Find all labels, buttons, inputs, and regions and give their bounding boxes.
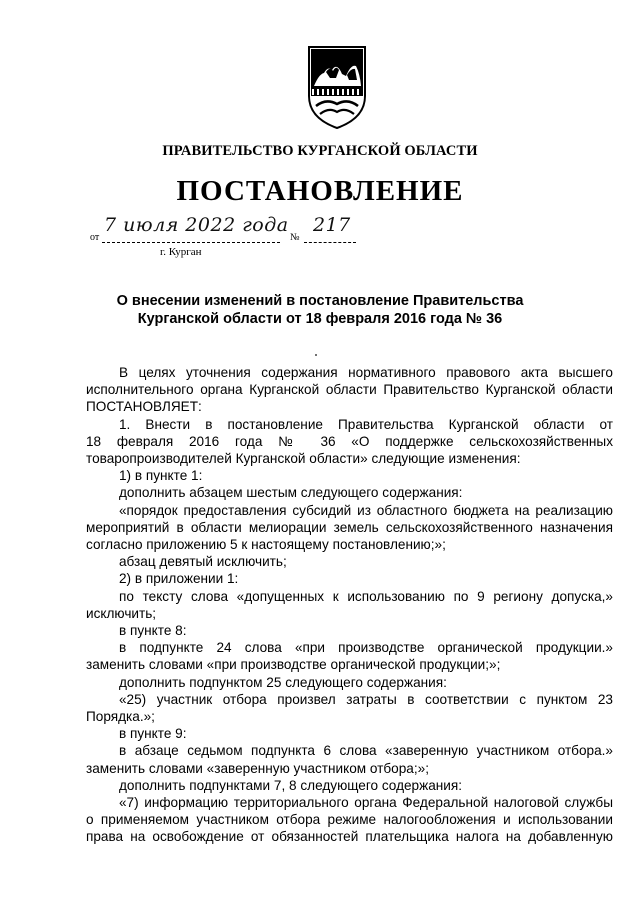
body-line: в пункте 9:: [119, 726, 187, 742]
handwritten-date: 7 июля 2022 года: [104, 214, 289, 236]
body-line: ПОСТАНОВЛЯЕТ:: [86, 399, 202, 415]
date-prefix: от: [90, 232, 100, 243]
body-line: абзац девятый исключить;: [119, 554, 287, 570]
body-line: исключить;: [86, 605, 157, 621]
body-line: заменить словами «заверенную участником отбора;»;: [86, 760, 429, 776]
body-line: права на освобождение от обязанностей плательщика налога на добавленную: [86, 829, 613, 845]
document-body: [86, 364, 613, 846]
body-line: мероприятий в области мелиорации земель сельскохозяйственного назначения: [86, 519, 613, 535]
body-line: заменить словами «при производстве органической продукции;»;: [86, 657, 501, 673]
body-line: В целях уточнения содержания нормативного правового акта высшего: [119, 365, 613, 380]
body-line: 2) в приложении 1:: [119, 571, 239, 587]
body-line: исполнительного органа Курганской области Правительство Курганской области: [86, 382, 613, 398]
body-line: по тексту слова «допущенных к использованию по 9 региону допуска,»: [119, 588, 613, 604]
number-underline: [304, 242, 356, 243]
body-line: дополнить подпунктом 25 следующего содержания:: [119, 674, 447, 690]
city-label: г. Курган: [160, 246, 202, 258]
body-line: согласно приложению 5 к настоящему постановлению;»;: [86, 537, 446, 553]
number-prefix: №: [290, 232, 300, 243]
body-line: в пункте 8:: [119, 623, 187, 639]
body-line: в подпункте 24 слова «при производстве органической продукции.»: [119, 640, 613, 656]
document-type-title: ПОСТАНОВЛЕНИЕ: [176, 175, 464, 207]
body-line: Порядка.»;: [86, 709, 155, 725]
body-line: товаропроизводителей Курганской области» следующие изменения:: [86, 451, 521, 467]
body-line: «25) участник отбора произвел затраты в соответствии с пунктом 23: [119, 691, 613, 707]
heading-line: Курганской области от 18 февраля 2016 года № 36: [137, 311, 503, 327]
body-line: о применяемом участником отбора режиме налогообложения и использовании: [86, 812, 613, 828]
document-heading: [80, 292, 560, 328]
body-line: в абзаце седьмом подпункта 6 слова «заверенную участником отбора.»: [119, 743, 613, 759]
body-line: дополнить подпунктами 7, 8 следующего содержания:: [119, 777, 463, 793]
body-line: 1) в пункте 1:: [119, 468, 203, 484]
body-line: 18 февраля 2016 года № 36 «О поддержке сельскохозяйственных: [86, 433, 613, 449]
scan-dot: [315, 354, 317, 356]
date-underline: [102, 242, 280, 243]
handwritten-number: 217: [313, 214, 351, 236]
body-line: дополнить абзацем шестым следующего содержания:: [119, 485, 463, 501]
coat-of-arms-emblem: [306, 44, 368, 130]
body-line: «порядок предоставления субсидий из областного бюджета на реализацию: [119, 502, 613, 518]
heading-line: О внесении изменений в постановление Правительства: [116, 293, 524, 309]
body-line: «7) информацию территориального органа Федеральной налоговой службы: [119, 795, 613, 811]
body-line: 1. Внести в постановление Правительства Курганской области от: [119, 416, 613, 432]
government-name: ПРАВИТЕЛЬСТВО КУРГАНСКОЙ ОБЛАСТИ: [162, 143, 478, 159]
